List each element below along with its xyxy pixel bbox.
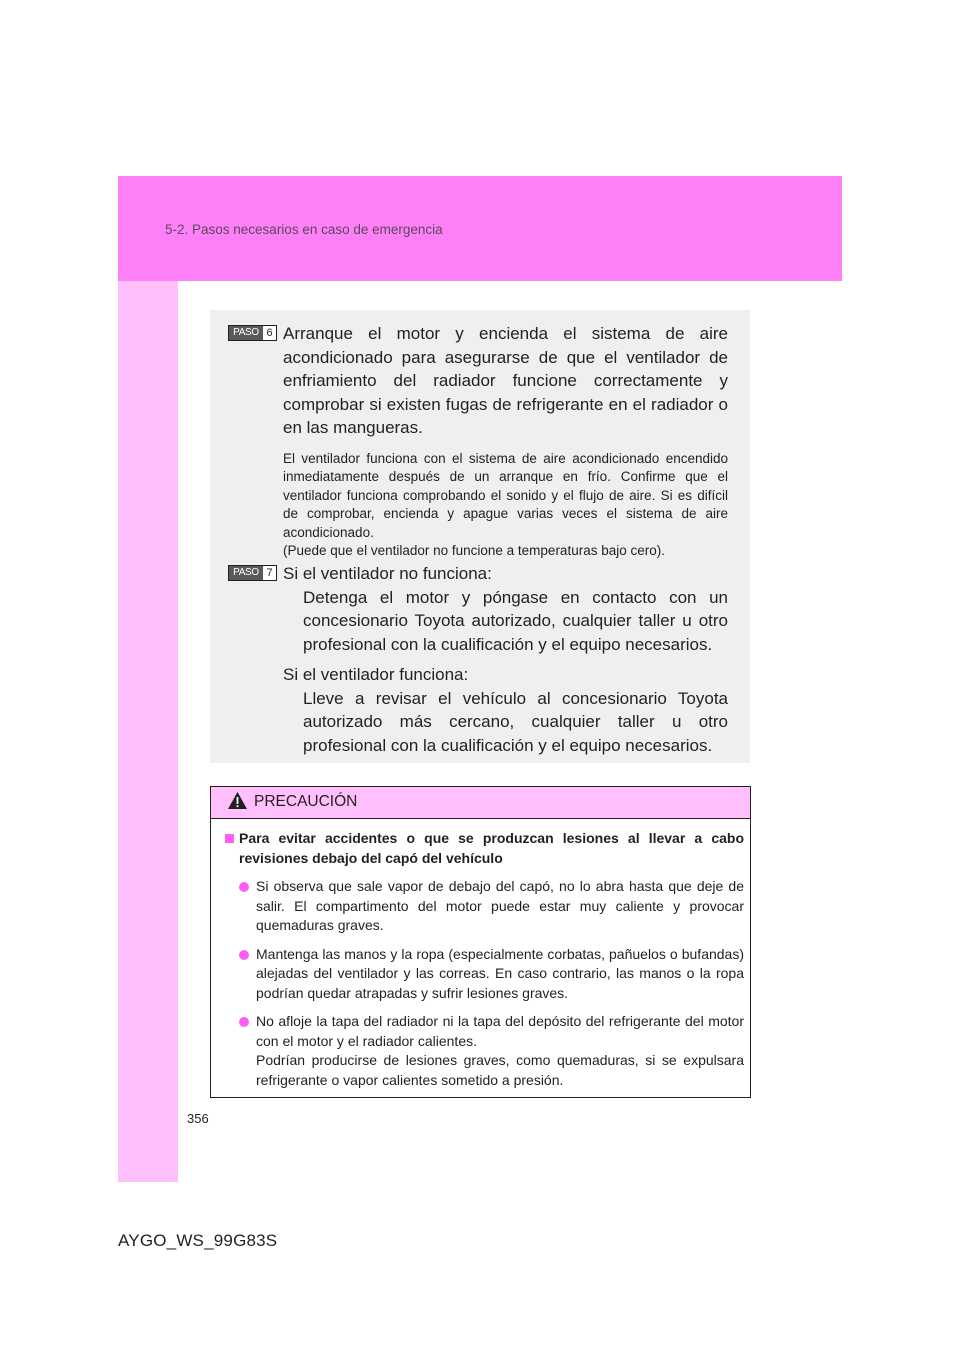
- condition-label: Si el ventilador no funciona:: [283, 564, 492, 583]
- condition-label: Si el ventilador funciona:: [283, 665, 469, 684]
- condition-text: Lleve a revisar el vehículo al concesionario Toyota autorizado más cercano, cualquier taller u otro profesional con la cualificación y el equipo necesarios.: [303, 688, 728, 755]
- page-number: 356: [187, 1111, 209, 1126]
- step-badge: [228, 325, 277, 341]
- caution-bullet: [225, 1012, 744, 1090]
- step-instruction: Arranque el motor y encienda el sistema de aire acondicionado para asegurarse de que el ventilador de enfriamiento del radiador funcione correctamente y comprobar si existen fugas de refrigerante en el radiador o en las mangueras.: [283, 324, 728, 437]
- caution-bullet-text: Si observa que sale vapor de debajo del capó, no lo abra hasta que deje de salir. El compartimento del motor puede estar muy caliente y provocar quemaduras graves.: [256, 878, 744, 933]
- round-bullet-icon: [239, 1017, 249, 1027]
- round-bullet-icon: [239, 882, 249, 892]
- step-badge-number: 6: [266, 327, 273, 339]
- side-color-strip: [118, 281, 178, 1182]
- caution-bullet-text: No afloje la tapa del radiador ni la tapa del depósito del refrigerante del motor con el motor y el radiador calientes.: [256, 1013, 744, 1049]
- step-6: [228, 322, 728, 561]
- caution-body: [225, 829, 744, 1090]
- caution-header: [211, 787, 750, 819]
- square-bullet-icon: [225, 834, 234, 843]
- step-badge: [228, 565, 277, 581]
- steps-panel: [210, 310, 750, 763]
- step-note-line: (Puede que el ventilador no funcione a temperaturas bajo cero).: [283, 543, 665, 558]
- condition-text: Detenga el motor y póngase en contacto con un concesionario Toyota autorizado, cualquier taller u otro profesional con la cualificación y el equipo necesarios.: [303, 587, 728, 654]
- step-7: [228, 562, 728, 757]
- section-title: 5-2. Pasos necesarios en caso de emergencia: [165, 222, 443, 237]
- caution-topic: [225, 829, 744, 868]
- step-badge-label: PASO: [229, 566, 263, 580]
- step-badge-number: 7: [266, 567, 273, 579]
- caution-box: [210, 786, 751, 1098]
- caution-bullet-text: Mantenga las manos y la ropa (especialmente corbatas, pañuelos o bufandas) alejadas del ventilador y las correas. En caso contrario, las manos o la ropa podrían quedar atrapadas y sufrir lesiones graves.: [256, 945, 744, 1001]
- round-bullet-icon: [239, 950, 249, 960]
- caution-bullet-text: Podrían producirse de lesiones graves, como quemaduras, si se expulsara refrigerante o vapor calientes sometido a presión.: [256, 1052, 744, 1088]
- warning-triangle-icon: [227, 791, 248, 810]
- step-note-line: El ventilador funciona con el sistema de aire acondicionado encendido inmediatamente después de un arranque en frío. Confirme que el ventilador funciona comprobando el sonido y el flujo de aire. Si es difícil de comprobar, encienda y apague varias veces el sistema de aire acondicionado.: [283, 450, 728, 540]
- caution-title: PRECAUCIÓN: [254, 793, 358, 810]
- caution-bullet: [225, 877, 744, 936]
- step-badge-label: PASO: [229, 326, 263, 340]
- document-code: AYGO_WS_99G83S: [118, 1231, 278, 1250]
- step-note: [283, 450, 728, 561]
- caution-bullet: [225, 945, 744, 1004]
- caution-topic-text: Para evitar accidentes o que se produzcan lesiones al llevar a cabo revisiones debajo del capó del vehículo: [239, 830, 744, 866]
